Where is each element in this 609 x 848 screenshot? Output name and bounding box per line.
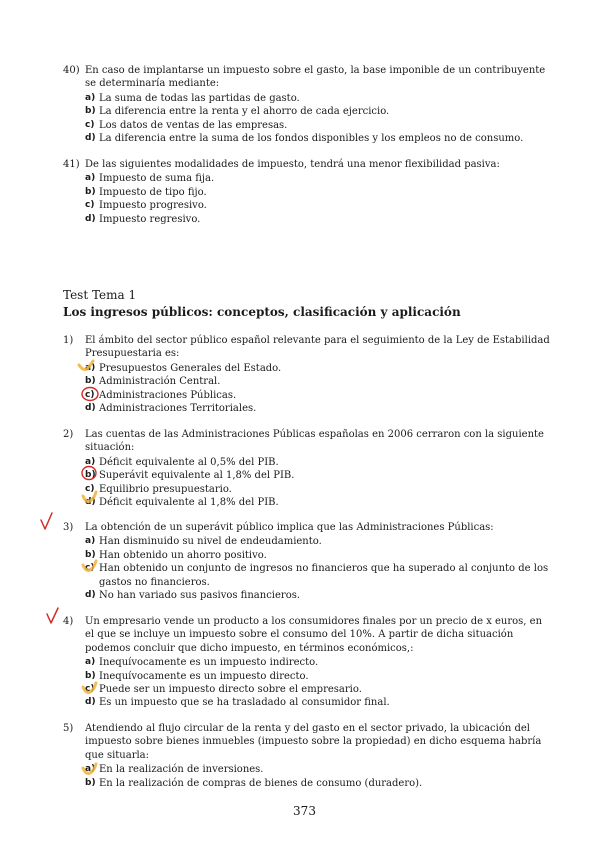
option <box>63 763 553 776</box>
option-letter: d) <box>85 697 96 708</box>
option-text: Superávit equivalente al 1,8% del PIB. <box>99 470 295 482</box>
question-text: Las cuentas de las Administraciones Públicas españolas en 2006 cerraron con la siguiente situación: <box>85 429 544 454</box>
red-check-mark <box>47 608 58 623</box>
option <box>63 549 553 562</box>
option-text: Equilibrio presupuestario. <box>99 483 232 495</box>
question-text: De las siguientes modalidades de impuesto, tendrá una menor flexibilidad pasiva: <box>85 159 500 170</box>
option <box>63 696 553 709</box>
question-text: Un empresario vende un producto a los consumidores finales por un precio de x euros, en el que se incluye un impuesto sobre el consumo del 10%. A partir de dicha situación podemos concluir que dicho impuesto, en términos económicos,: <box>85 616 543 654</box>
option-text: Administraciones Territoriales. <box>99 403 257 415</box>
question-text: El ámbito del sector público español relevante para el seguimiento de la Ley de Estabilidad Presupuestaria es: <box>85 335 550 360</box>
question-number: 41) <box>63 159 80 170</box>
option-text: Administraciones Públicas. <box>99 389 237 401</box>
red-check-mark <box>41 513 52 529</box>
option-text: La suma de todas las partidas de gasto. <box>99 92 300 104</box>
option-text: Han obtenido un conjunto de ingresos no financieros que ha superado al conjunto de los gastos no financieros. <box>99 563 549 588</box>
question-number: 4) <box>63 616 74 627</box>
question-41 <box>63 158 553 226</box>
option-letter: d) <box>85 403 96 414</box>
option-text: Impuesto de tipo fijo. <box>99 186 207 198</box>
option <box>63 777 553 790</box>
option-letter: a) <box>85 764 96 775</box>
option <box>63 186 553 199</box>
option <box>63 496 553 509</box>
option <box>63 535 553 548</box>
option <box>63 589 553 602</box>
option-text: La diferencia entre la renta y el ahorro de cada ejercicio. <box>99 106 390 118</box>
option-letter: d) <box>85 133 96 144</box>
option-text: En la realización de inversiones. <box>99 764 264 776</box>
option-text: Puede ser un impuesto directo sobre el empresario. <box>99 684 362 696</box>
option-text: Inequívocamente es un impuesto indirecto. <box>99 657 319 669</box>
option-letter: b) <box>85 470 96 481</box>
option-letter: c) <box>85 563 95 574</box>
option-letter: c) <box>85 200 95 211</box>
option <box>63 483 553 496</box>
question-number: 5) <box>63 723 74 734</box>
option-text: Impuesto regresivo. <box>99 213 201 225</box>
question-text: Atendiendo al flujo circular de la renta y del gasto en el sector privado, la ubicación del impuesto sobre bienes inmuebles (impuesto sobre la propiedad) en dicho esquema habría que situarla: <box>85 723 542 761</box>
option-text: Déficit equivalente al 1,8% del PIB. <box>99 497 279 509</box>
option-letter: c) <box>85 119 95 130</box>
option-text: Es un impuesto que se ha trasladado al consumidor final. <box>99 697 390 709</box>
option-letter: d) <box>85 590 96 601</box>
option <box>63 562 553 589</box>
section-title: Test Tema 1 <box>63 288 137 302</box>
option-letter: a) <box>85 92 96 103</box>
option <box>63 389 553 402</box>
option-text: Administración Central. <box>99 376 221 388</box>
option <box>63 375 553 388</box>
question-2 <box>63 428 553 509</box>
option <box>63 656 553 669</box>
option <box>63 456 553 469</box>
option-letter: b) <box>85 777 96 788</box>
option-letter: b) <box>85 186 96 197</box>
option-letter: b) <box>85 549 96 560</box>
question-1 <box>63 334 553 415</box>
question-4 <box>63 615 553 710</box>
option <box>63 362 553 375</box>
question-number: 2) <box>63 429 74 440</box>
option-text: Han disminuido su nivel de endeudamiento. <box>99 536 322 548</box>
option-letter: c) <box>85 684 95 695</box>
question-number: 3) <box>63 522 74 533</box>
option <box>63 469 553 482</box>
option-text: No han variado sus pasivos financieros. <box>99 590 301 602</box>
option-letter: b) <box>85 106 96 117</box>
option-text: Inequívocamente es un impuesto directo. <box>99 670 309 682</box>
option <box>63 119 553 132</box>
question-3 <box>63 521 553 602</box>
option-text: En la realización de compras de bienes de consumo (duradero). <box>99 777 423 789</box>
option <box>63 172 553 185</box>
question-text: La obtención de un superávit público implica que las Administraciones Públicas: <box>85 522 494 533</box>
option-letter: a) <box>85 536 96 547</box>
option-text: Los datos de ventas de las empresas. <box>99 119 288 131</box>
option-text: Presupuestos Generales del Estado. <box>99 362 282 374</box>
option-text: Han obtenido un ahorro positivo. <box>99 549 267 561</box>
option-letter: a) <box>85 173 96 184</box>
option-letter: b) <box>85 376 96 387</box>
section-subtitle: Los ingresos públicos: conceptos, clasificación y aplicación <box>63 305 461 319</box>
question-text: En caso de implantarse un impuesto sobre el gasto, la base imponible de un contribuyente se determinaría mediante: <box>85 65 546 90</box>
option-letter: a) <box>85 456 96 467</box>
option-letter: d) <box>85 497 96 508</box>
option-letter: c) <box>85 483 95 494</box>
option-text: La diferencia entre la suma de los fondos disponibles y los empleos no de consumo. <box>99 133 524 145</box>
option-text: Impuesto de suma fija. <box>99 173 215 185</box>
option-letter: a) <box>85 657 96 668</box>
option-text: Déficit equivalente al 0,5% del PIB. <box>99 456 279 468</box>
question-40 <box>63 64 553 145</box>
option <box>63 213 553 226</box>
option-letter: c) <box>85 389 95 400</box>
option-letter: d) <box>85 213 96 224</box>
option-letter: b) <box>85 670 96 681</box>
page-number: 373 <box>293 804 316 818</box>
option-letter: a) <box>85 362 96 373</box>
option-text: Impuesto progresivo. <box>99 200 207 212</box>
option <box>63 105 553 118</box>
option <box>63 132 553 145</box>
question-number: 40) <box>63 65 80 76</box>
option <box>63 199 553 212</box>
option <box>63 683 553 696</box>
option <box>63 670 553 683</box>
question-5 <box>63 722 553 790</box>
option <box>63 92 553 105</box>
question-number: 1) <box>63 335 74 346</box>
option <box>63 402 553 415</box>
